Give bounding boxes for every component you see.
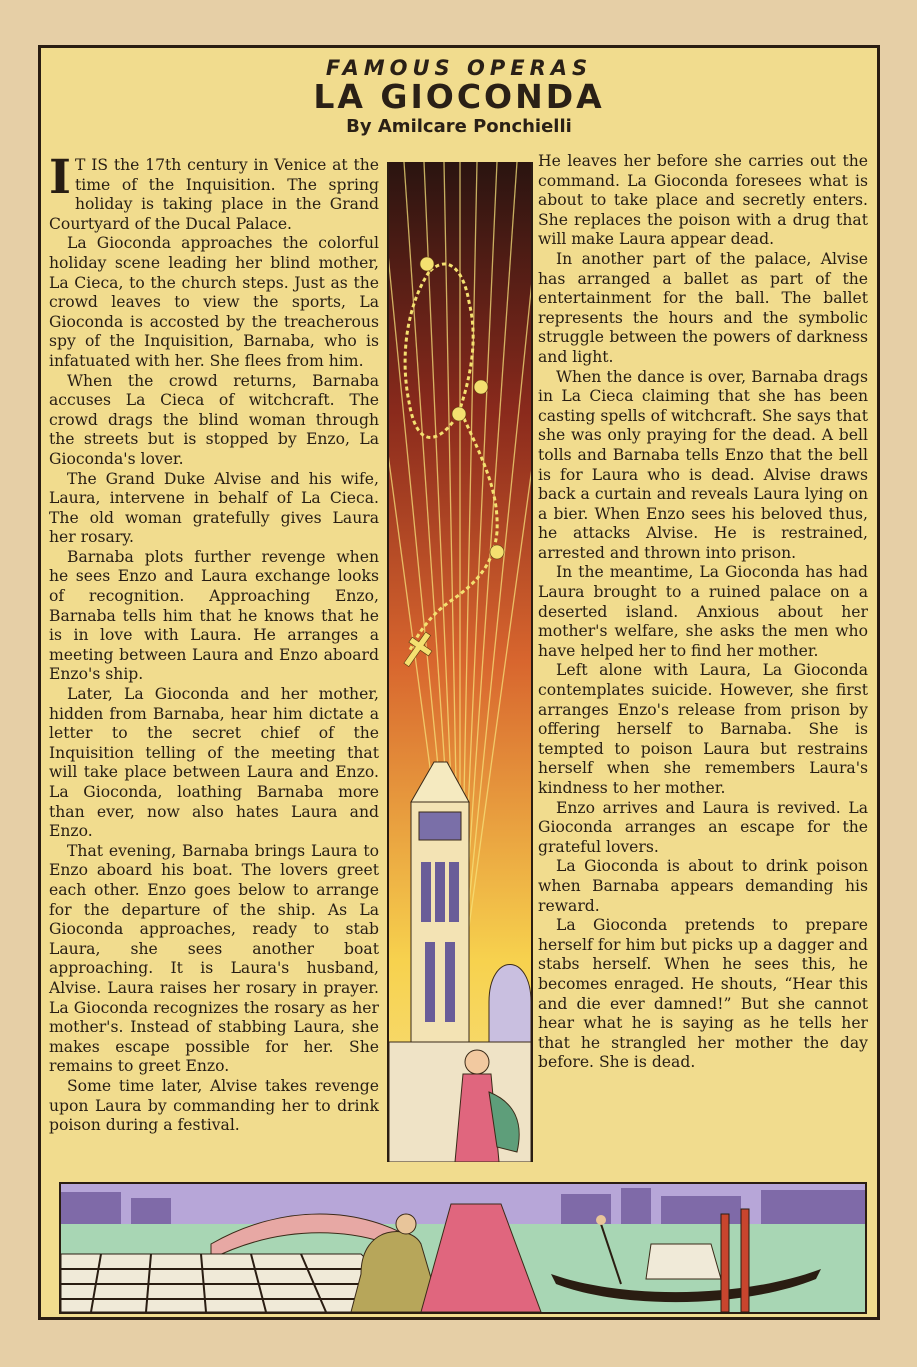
article-header: [41, 56, 877, 137]
paragraph: Enzo arrives and Laura is revived. La Gioconda arranges an escape for the grateful lovers.: [538, 798, 868, 856]
right-text-column: [538, 152, 868, 1073]
paragraph: That evening, Barnaba brings Laura to Enzo aboard his boat. The lovers greet each other. Enzo goes below to arrange for the departure of the ship. As La Gioconda approaches, ready to stab Laura, she sees another boat approaching. It is Laura's husband, Alvise. Laura raises her rosary in prayer. La Gioconda recognizes the rosary as her mother's. Instead of stabbing Laura, she makes escape possible for her. She remains to greet Enzo.: [49, 841, 379, 1076]
paragraph-text: T IS the 17th century in Venice at the time of the Inquisition. The spring holiday is taking place in the Grand Courtyard of the Ducal Palace.: [49, 156, 379, 233]
composer-byline: By Amilcare Ponchielli: [346, 116, 572, 137]
paragraph: He leaves her before she carries out the command. La Gioconda foresees what is about to take place and secretly enters. She replaces the poison with a drug that will make Laura appear dead.: [538, 152, 868, 249]
paragraph: Some time later, Alvise takes revenge upon Laura by commanding her to drink poison during a festival.: [49, 1076, 379, 1135]
paragraph: In the meantime, La Gioconda has had Laura brought to a ruined palace on a deserted island. Anxious about her mother's welfare, she asks the men who have helped her to find her mother.: [538, 563, 868, 660]
paragraph: The Grand Duke Alvise and his wife, Laura, intervene in behalf of La Cieca. The old woman gratefully gives Laura her rosary.: [49, 469, 379, 547]
paragraph: In another part of the palace, Alvise has arranged a ballet as part of the entertainment for the ball. The ballet represents the hours and the symbolic struggle between the powers of darkness and light.: [538, 249, 868, 366]
paragraph: [49, 150, 379, 234]
series-title: FAMOUS OPERAS: [325, 56, 593, 80]
opera-title: LA GIOCONDA: [313, 77, 605, 116]
article-panel: [38, 45, 880, 1320]
rosary-tower-illustration: [387, 162, 533, 1162]
paragraph: Barnaba plots further revenge when he sees Enzo and Laura exchange looks of recognition. Approaching Enzo, Barnaba tells him that he knows that he is in love with Laura. He arranges a meeting between Laura and Enzo aboard Enzo's ship.: [49, 547, 379, 684]
paragraph: When the crowd returns, Barnaba accuses La Cieca of witchcraft. The crowd drags the blind woman through the streets but is stopped by Enzo, La Gioconda's lover.: [49, 371, 379, 468]
illustration-svg: [389, 162, 531, 1162]
paragraph: La Gioconda approaches the colorful holiday scene leading her blind mother, La Cieca, to the church steps. Just as the crowd leaves to view the sports, La Gioconda is accosted by the treacherous spy of the Inquisition, Barnaba, who is infatuated with her. She flees from him.: [49, 234, 379, 370]
paragraph: Later, La Gioconda and her mother, hidden from Barnaba, hear him dictate a letter to the secret chief of the Inquisition telling of the meeting that will take place between Laura and Enzo. La Gioconda, loathing Barnaba more than ever, now also hates Laura and Enzo.: [49, 685, 379, 841]
paragraph: Left alone with Laura, La Gioconda contemplates suicide. However, she first arranges Enzo's release from prison by offering herself to Barnaba. She is tempted to poison Laura but restrains herself when she remembers Laura's kindness to her mother.: [538, 661, 868, 797]
paragraph: La Gioconda pretends to prepare herself for him but picks up a dagger and stabs herself. When he sees this, he becomes enraged. He shouts, “Hear this and die ever damned!” But she cannot hear what he is saying as he tells her that he strangled her mother the day before. She is dead.: [538, 916, 868, 1072]
drop-cap: I: [49, 150, 71, 205]
paragraph: When the dance is over, Barnaba drags in La Cieca claiming that she has been casting spells of witchcraft. She says that she was only praying for the dead. A bell tolls and Barnaba tells Enzo that the bell is for Laura who is dead. Alvise draws back a curtain and reveals Laura lying on a bier. When Enzo sees his beloved thus, he attacks Alvise. He is restrained, arrested and thrown into prison.: [538, 367, 868, 562]
venice-canal-illustration: [59, 1182, 867, 1314]
left-text-column: [49, 150, 379, 1136]
canal-svg: [61, 1184, 865, 1312]
paragraph: La Gioconda is about to drink poison when Barnaba appears demanding his reward.: [538, 857, 868, 915]
